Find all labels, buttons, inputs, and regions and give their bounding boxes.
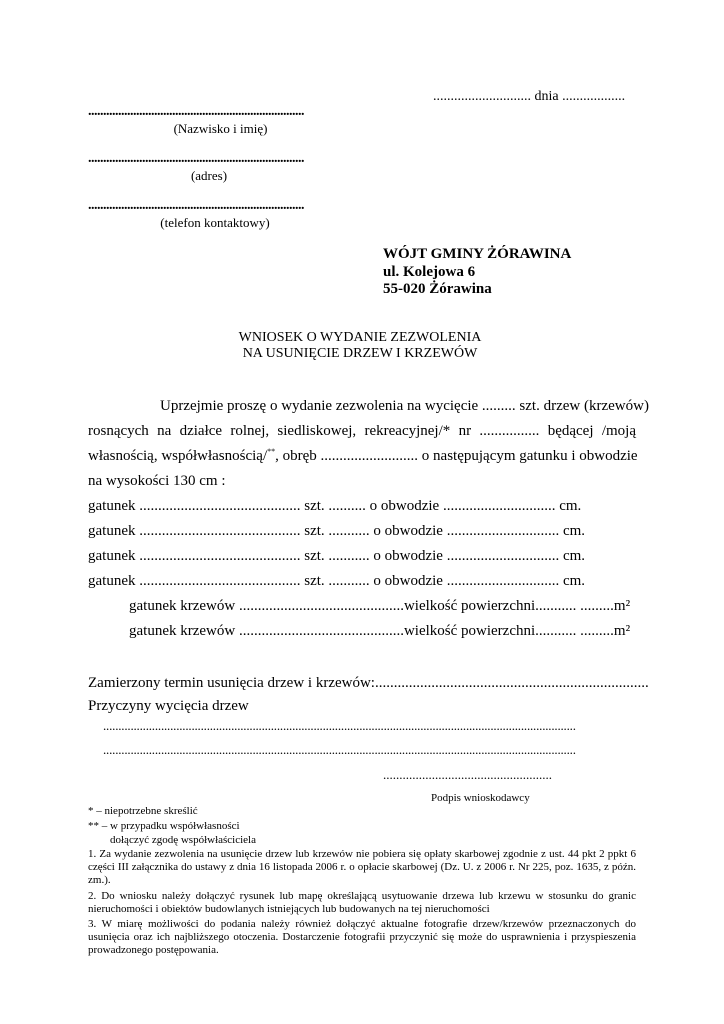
ownership-sup: ** bbox=[267, 447, 276, 456]
address-caption: (adres) bbox=[190, 168, 228, 183]
tree-row: gatunek ........................................... szt. ........... o obwodzie .............................. cm. bbox=[88, 548, 586, 564]
planned-date-line: Zamierzony termin usunięcia drzew i krzewów:......................................................................... bbox=[88, 675, 649, 691]
footnote-star: * – niepotrzebne skreślić bbox=[88, 805, 198, 817]
note-paragraph-3: 3. W miarę możliwości do podania należy również dołączyć aktualne fotografie drzew/krzewów przeznaczonych do usunięcia oraz ich najbliższego otoczenia. Dostarczenie fotografii przyczynić się może do usprawnienia i przyspieszenia prowadzonego postępowania. bbox=[88, 918, 636, 956]
note-paragraph-2: 2. Do wniosku należy dołączyć rysunek lub mapę określającą usytuowanie drzewa lub krzewu w stosunku do granic nieruchomości i obiektów budowlanych istniejących lub budowanych na tej nieruchomości bbox=[88, 890, 636, 915]
signature-dots: .................................................... bbox=[383, 767, 552, 782]
date-line: ............................ dnia .................. bbox=[433, 89, 626, 104]
reasons-line-2: ........................................................................................................................................................... bbox=[103, 742, 576, 757]
body-line-1: Uprzejmie proszę o wydanie zezwolenia na wycięcie ......... szt. drzew (krzewów) bbox=[160, 398, 649, 414]
body-line-3-start bbox=[88, 448, 275, 465]
tree-row: gatunek ........................................... szt. ........... o obwodzie .............................. cm. bbox=[88, 523, 586, 539]
name-caption: (Nazwisko i imię) bbox=[173, 121, 268, 136]
recipient-line-3: 55-020 Żórawina bbox=[383, 281, 492, 297]
phone-dots: ........................................................................ bbox=[88, 198, 304, 213]
tree-row: gatunek ........................................... szt. .......... o obwodzie .............................. cm. bbox=[88, 498, 582, 514]
note-paragraph-1: 1. Za wydanie zezwolenia na usunięcie drzew lub krzewów nie pobiera się opłaty skarbowej zgodnie z ust. 44 pkt 2 ppkt 6 części III załącznika do ustawy z dnia 16 listopada 2006 r. o opłacie skarbowej (Dz. U. z 2006 r. Nr 225, poz. 1635, z późn. zm.). bbox=[88, 848, 636, 886]
title-line-1: WNIOSEK O WYDANIE ZEZWOLENIA bbox=[238, 330, 482, 345]
signature-caption: Podpis wnioskodawcy bbox=[431, 792, 530, 804]
tree-row: gatunek ........................................... szt. ........... o obwodzie .............................. cm. bbox=[88, 573, 586, 589]
recipient-line-2: ul. Kolejowa 6 bbox=[383, 264, 476, 280]
reasons-line-1: ........................................................................................................................................................... bbox=[103, 718, 576, 733]
recipient-line-1: WÓJT GMINY ŻÓRAWINA bbox=[383, 246, 572, 262]
body-line-4: na wysokości 130 cm : bbox=[88, 473, 226, 489]
ownership-text: własnością, współwłasnością/ bbox=[88, 448, 268, 464]
address-dots: ........................................................................ bbox=[88, 151, 304, 166]
reasons-label: Przyczyny wycięcia drzew bbox=[88, 698, 249, 714]
body-line-3-end: , obręb .......................... o następującym gatunku i obwodzie bbox=[275, 448, 638, 464]
footnote-double-star: ** – w przypadku współwłasności bbox=[88, 820, 240, 832]
name-dots: ........................................................................ bbox=[88, 104, 304, 119]
footnote-double-star-cont: dołączyć zgodę współwłaściciela bbox=[110, 834, 256, 846]
body-line-2: rosnących na działce rolnej, siedliskowej, rekreacyjnej/* nr ................ będącej /moją bbox=[88, 423, 636, 439]
body-line-3 bbox=[88, 448, 636, 465]
shrub-row: gatunek krzewów ............................................wielkość powierzchni........... .........m² bbox=[129, 598, 631, 614]
phone-caption: (telefon kontaktowy) bbox=[160, 215, 270, 230]
shrub-row: gatunek krzewów ............................................wielkość powierzchni........... .........m² bbox=[129, 623, 631, 639]
title-line-2: NA USUNIĘCIE DRZEW I KRZEWÓW bbox=[242, 346, 478, 361]
